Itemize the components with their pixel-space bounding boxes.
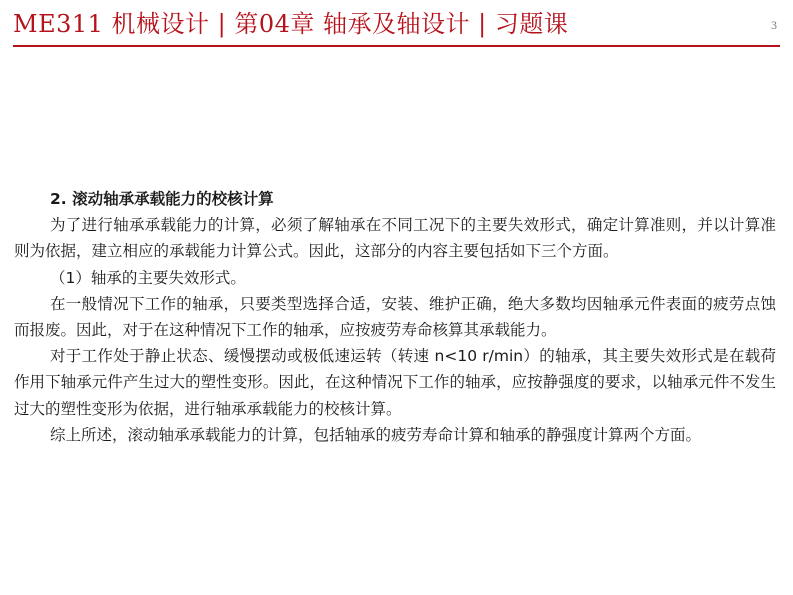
page-number: 3	[771, 18, 777, 32]
paragraph-intro: 为了进行轴承承载能力的计算，必须了解轴承在不同工况下的主要失效形式，确定计算准则，并以计算准则为依据，建立相应的承载能力计算公式。因此，这部分的内容主要包括如下三个方面。	[14, 216, 776, 261]
paragraph-fatigue: 在一般情况下工作的轴承，只要类型选择合适，安装、维护正确，绝大多数均因轴承元件表面的疲劳点蚀而报废。因此，对于在这种情况下工作的轴承，应按疲劳寿命核算其承载能力。	[14, 294, 776, 340]
header-divider	[13, 45, 780, 47]
slide-header	[0, 0, 793, 47]
paragraph-summary: 综上所述，滚动轴承承载能力的计算，包括轴承的疲劳寿命计算和轴承的静强度计算两个方面。	[50, 425, 702, 444]
paragraph-subheading: （1）轴承的主要失效形式。	[50, 268, 246, 287]
paragraph-static: 对于工作处于静止状态、缓慢摆动或极低速运转（转速 n<10 r/min）的轴承，其主要失效形式是在载荷作用下轴承元件产生过大的塑性变形。因此，在这种情况下工作的轴承，应按静强度的要求，以轴承元件不发生过大的塑性变形为依据，进行轴承承载能力的校核计算。	[14, 347, 776, 418]
slide-title: ME311 机械设计 | 第04章 轴承及轴设计 | 习题课	[13, 10, 569, 38]
section-heading: 2. 滚动轴承承载能力的校核计算	[50, 190, 274, 208]
slide-body	[14, 186, 776, 448]
